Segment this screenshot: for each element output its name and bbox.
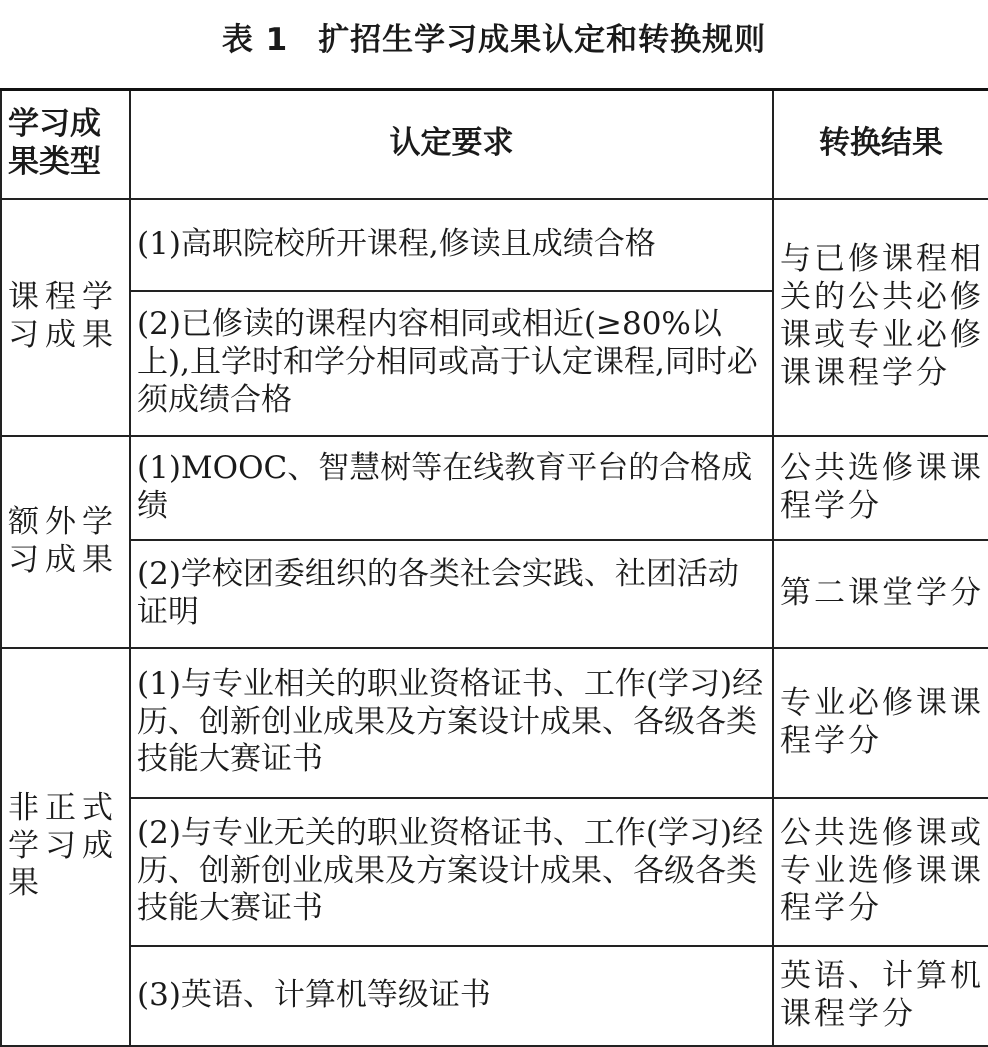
- table-row: [1, 648, 988, 798]
- table-number: 表 1: [221, 22, 289, 58]
- result-cell: 英语、计算机课程学分: [773, 946, 988, 1046]
- table-caption: [0, 14, 988, 59]
- header-learning-type: 学习成果类型: [1, 90, 130, 199]
- table-row: [1, 540, 988, 648]
- requirement-cell: (2)已修读的课程内容相同或相近(≥80%以上),且学时和学分相同或高于认定课程,同时必须成绩合格: [130, 291, 773, 436]
- category-extra-learning: 额外学习成果: [1, 436, 130, 648]
- table-header-row: [1, 90, 988, 199]
- table-row: [1, 798, 988, 946]
- header-result: 转换结果: [773, 90, 988, 199]
- header-requirement: 认定要求: [130, 90, 773, 199]
- result-cell: 专业必修课课程学分: [773, 648, 988, 798]
- category-course-learning: 课程学习成果: [1, 199, 130, 436]
- requirement-cell: (1)与专业相关的职业资格证书、工作(学习)经历、创新创业成果及方案设计成果、各级各类技能大赛证书: [130, 648, 773, 798]
- result-cell: 公共选修课或专业选修课课程学分: [773, 798, 988, 946]
- requirement-cell: (1)MOOC、智慧树等在线教育平台的合格成绩: [130, 436, 773, 540]
- requirement-cell: (2)学校团委组织的各类社会实践、社团活动证明: [130, 540, 773, 648]
- requirement-cell: (2)与专业无关的职业资格证书、工作(学习)经历、创新创业成果及方案设计成果、各级各类技能大赛证书: [130, 798, 773, 946]
- category-informal-learning: 非正式学习成果: [1, 648, 130, 1046]
- rules-table: [0, 88, 988, 1047]
- result-cell: 与已修课程相关的公共必修课或专业必修课课程学分: [773, 199, 988, 436]
- requirement-cell: (1)高职院校所开课程,修读且成绩合格: [130, 199, 773, 291]
- result-cell: 公共选修课课程学分: [773, 436, 988, 540]
- requirement-cell: (3)英语、计算机等级证书: [130, 946, 773, 1046]
- table-row: [1, 436, 988, 540]
- table-row: [1, 199, 988, 291]
- table-row: [1, 946, 988, 1046]
- result-cell: 第二课堂学分: [773, 540, 988, 648]
- table-title: 扩招生学习成果认定和转换规则: [318, 22, 767, 58]
